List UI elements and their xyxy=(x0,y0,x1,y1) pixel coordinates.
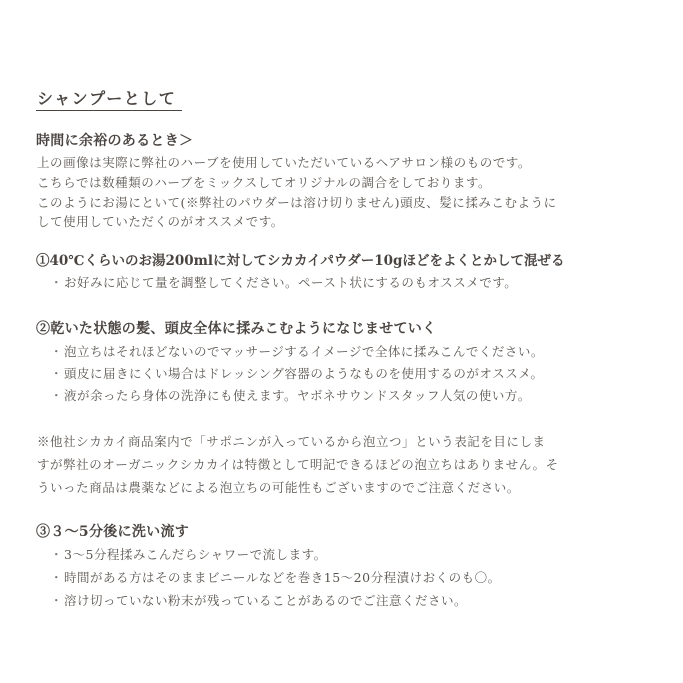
bullet-dot: ・ xyxy=(50,366,64,381)
bullet-text: 液が余ったら身体の洗浄にも使えます。ヤボネサウンドスタッフ人気の使い方。 xyxy=(64,388,531,403)
step1-bullet xyxy=(50,273,517,291)
bullet-dot: ・ xyxy=(50,570,64,585)
step1-title: ①40℃くらいのお湯200mlに対してシカカイパウダー10gほどをよくとかして混ぜる xyxy=(36,253,565,269)
bullet-text: 泡立ちはそれほどないのでマッサージするイメージで全体に揉みこんでください。 xyxy=(64,344,544,359)
step3-bullet xyxy=(50,591,467,609)
note-line: ういった商品は農薬などによる泡立ちの可能性もございますのでご注意ください。 xyxy=(37,480,520,495)
section-title-underline xyxy=(36,110,182,111)
intro-line: このようにお湯にといて(※弊社のパウダーは溶け切りません)頭皮、髪に揉みこむように xyxy=(37,195,557,210)
intro-title: 時間に余裕のあるとき＞ xyxy=(36,133,194,149)
bullet-dot: ・ xyxy=(50,275,64,290)
step2-bullet xyxy=(50,364,543,382)
bullet-text: 時間がある方はそのままビニールなどを巻き15～20分程漬けおくのも〇。 xyxy=(64,570,501,585)
section-title: シャンプーとして xyxy=(37,89,177,108)
intro-line: 上の画像は実際に弊社のハーブを使用していただいているヘアサロン様のものです。 xyxy=(37,155,531,170)
note-line: ※他社シカカイ商品案内で「サポニンが入っているから泡立つ」という表記を目にしま xyxy=(37,434,546,449)
bullet-dot: ・ xyxy=(50,388,64,403)
step3-bullet xyxy=(50,568,501,586)
bullet-dot: ・ xyxy=(50,344,64,359)
bullet-dot: ・ xyxy=(50,547,64,562)
note-line: すが弊社のオーガニックシカカイは特徴として明記できるほどの泡立ちはありません。そ xyxy=(37,457,559,472)
intro-line: こちらでは数種類のハーブをミックスしてオリジナルの調合をしております。 xyxy=(37,175,492,190)
bullet-dot: ・ xyxy=(50,593,64,608)
bullet-text: 3～5分程揉みこんだらシャワーで流します。 xyxy=(64,547,327,562)
step2-title: ②乾いた状態の髪、頭皮全体に揉みこむようになじませていく xyxy=(36,321,437,337)
bullet-text: お好みに応じて量を調整してください。ペースト状にするのもオススメです。 xyxy=(64,275,518,290)
step3-bullet xyxy=(50,545,327,563)
step2-bullet xyxy=(50,342,544,360)
step3-title: ③３～5分後に洗い流す xyxy=(36,524,190,540)
intro-line: して使用していただくのがオススメです。 xyxy=(37,214,284,229)
bullet-text: 溶け切っていない粉末が残っていることがあるのでご注意ください。 xyxy=(64,593,468,608)
step2-bullet xyxy=(50,386,531,404)
bullet-text: 頭皮に届きにくい場合はドレッシング容器のようなものを使用するのがオススメ。 xyxy=(64,366,544,381)
